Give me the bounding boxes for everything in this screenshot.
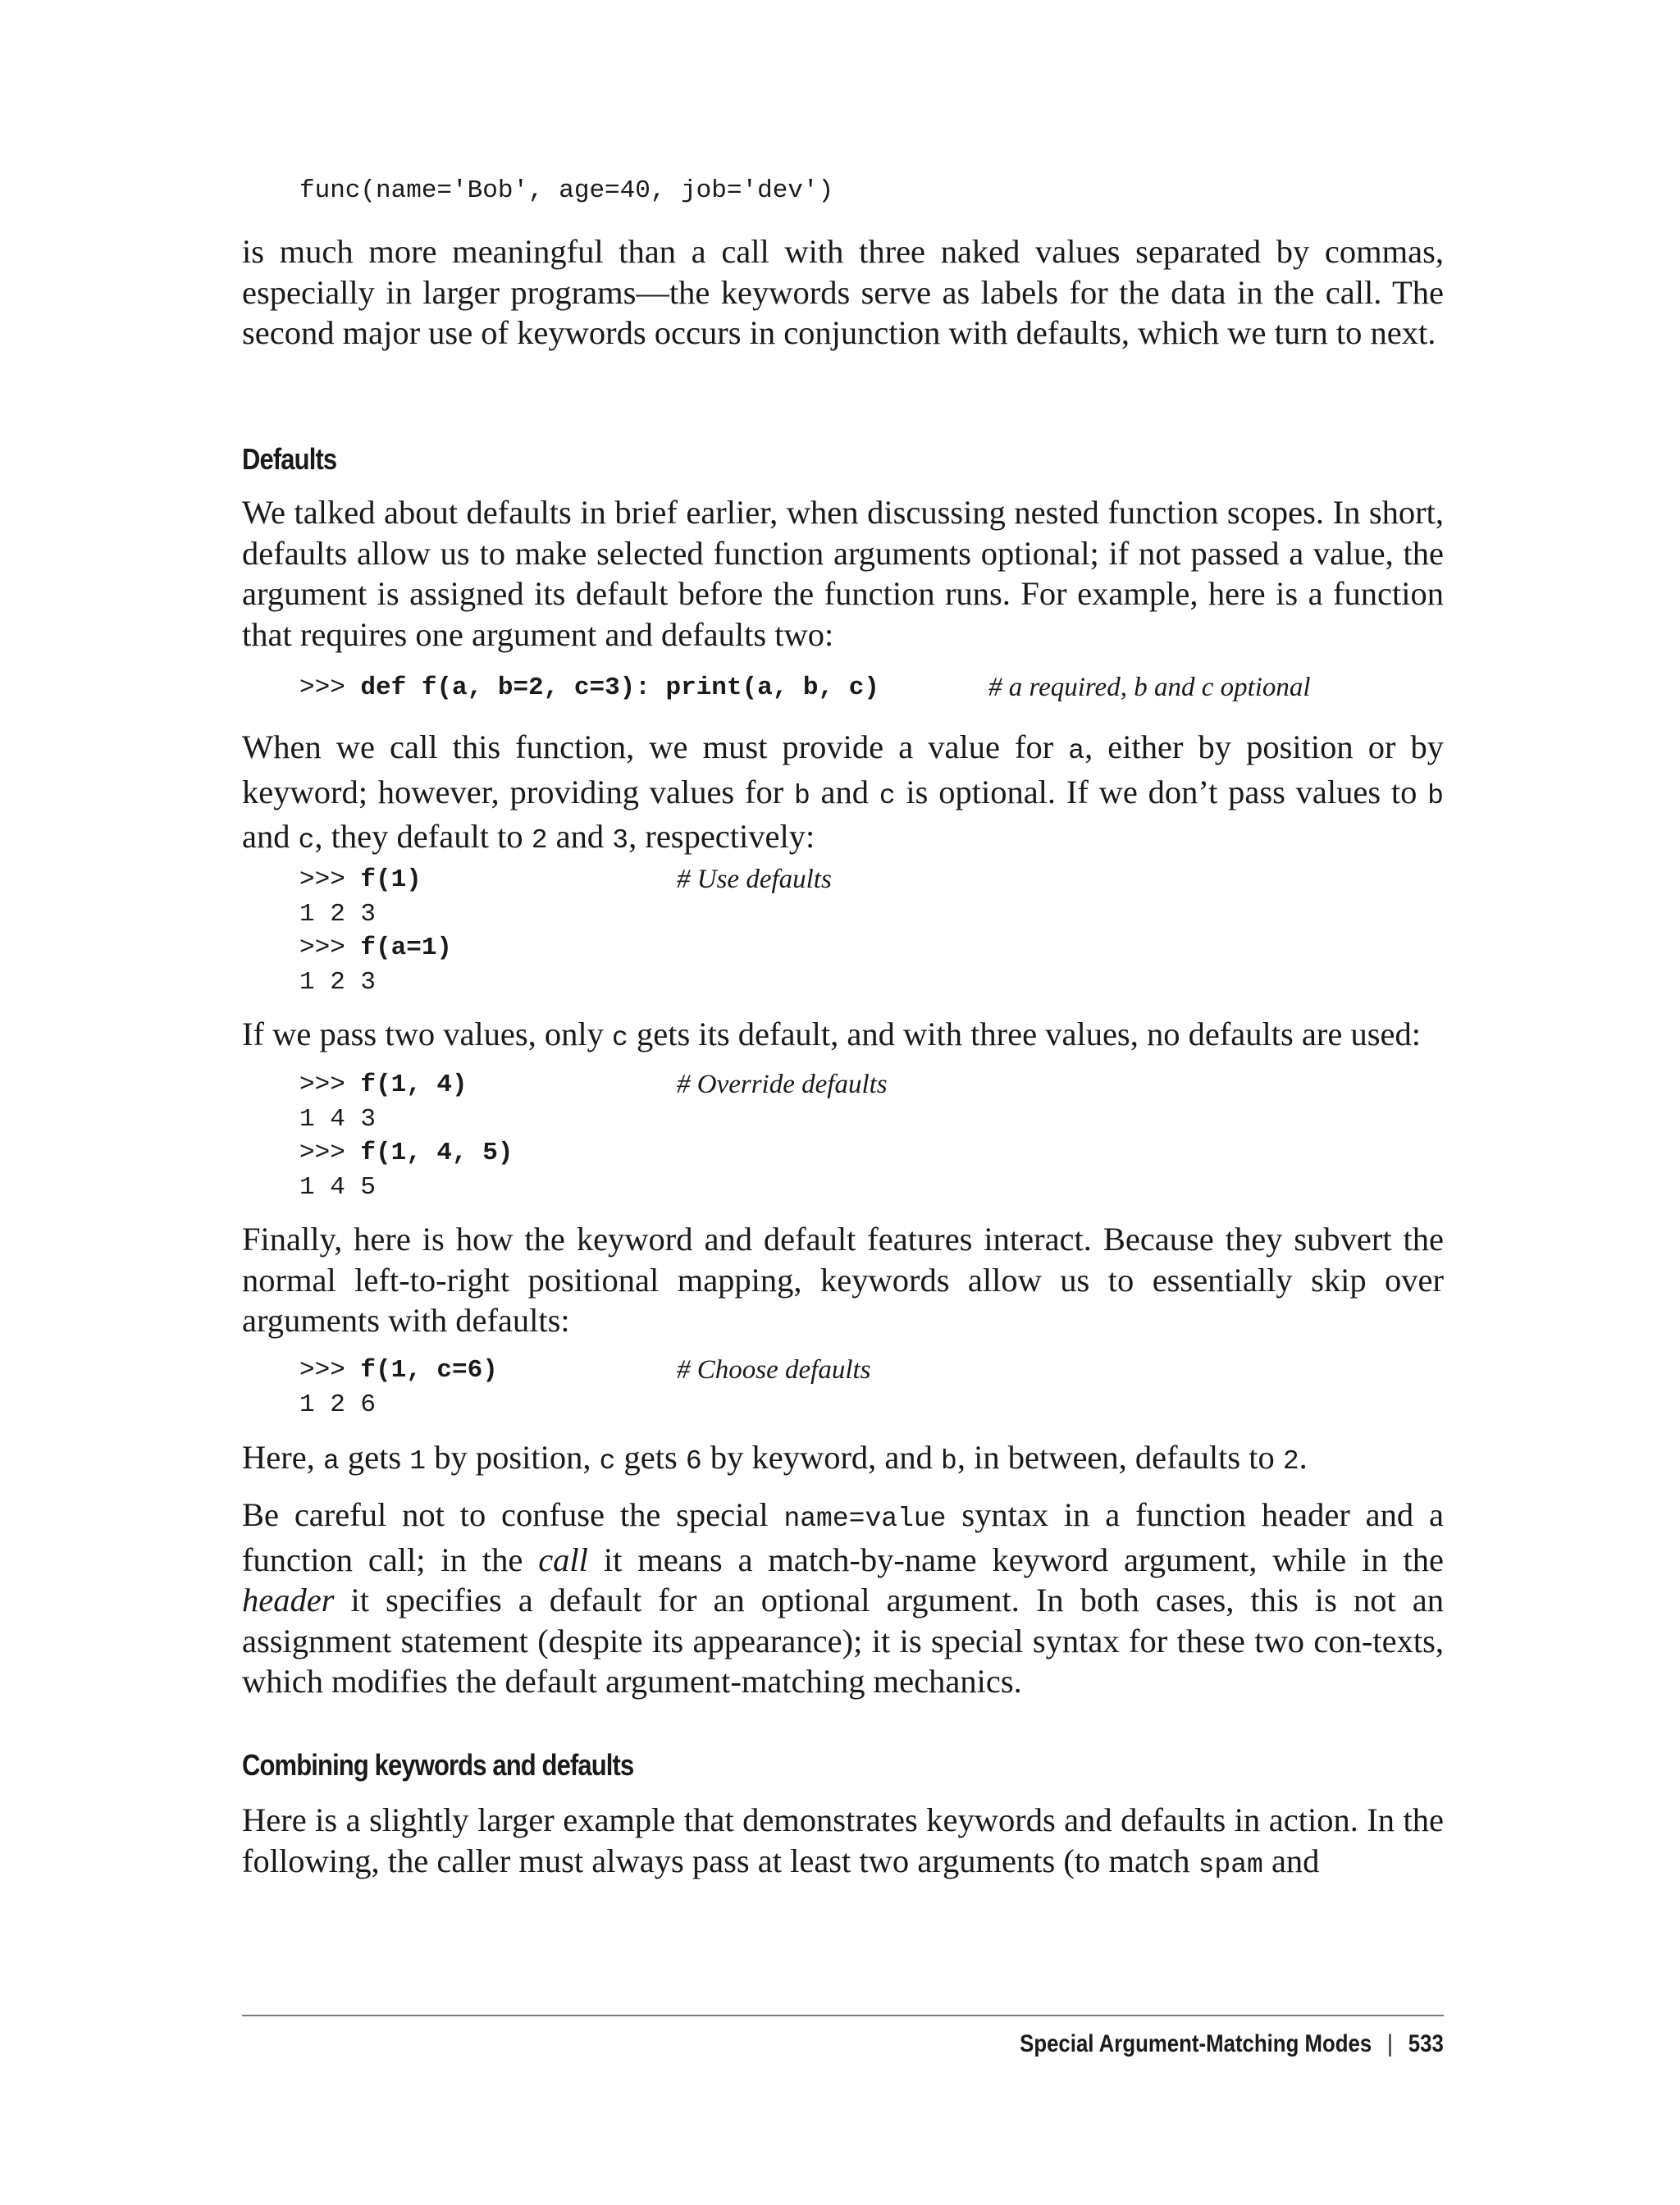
code-comment: # a required, b and c optional [988, 673, 1311, 702]
code-output: 1 4 3 [299, 1104, 377, 1134]
paragraph-call-function: When we call this function, we must provide a value for a, either by position or by keyword; however, providing values for b and c is optional. If we don’t pass values to b and c, they default to 2 and 3, respectively: [242, 728, 1444, 856]
paragraph-careful-name-value: Be careful not to confuse the special name=value syntax in a function header and a function call; in the call it means a match-by-name keyword argument, while in the header it specifies a default for an optional argument. In both cases, this is not an assignment statement (despite its appearance); it is special syntax for these two con-texts, which modifies the default argument-matching mechanics. [242, 1496, 1444, 1700]
code-comment: # Choose defaults [677, 1355, 871, 1385]
footer-separator: | [1387, 2030, 1394, 2057]
code-line [299, 671, 1440, 705]
paragraph-keywords-meaning: is much more meaningful than a call with three naked values separated by commas, especially in larger programs—the keywords serve as labels for the data in the call. The second major use of keywords occurs in conjunction with defaults, which we turn to next. [242, 233, 1444, 351]
code-comment: # Use defaults [677, 865, 832, 894]
section-heading-defaults: Defaults [242, 442, 337, 476]
code-block-def-f [299, 671, 1440, 705]
code-line: func(name='Bob', age=40, job='dev') [299, 176, 834, 205]
code-prompt: >>> [299, 673, 361, 702]
page-footer [1020, 2028, 1444, 2061]
code-line: >>> f(1, 4) # Override defaults [299, 1068, 1440, 1102]
code-block-use-defaults [299, 863, 1440, 999]
code-comment: # Override defaults [677, 1070, 888, 1099]
section-heading-combining: Combining keywords and defaults [242, 1748, 634, 1782]
code-output: 1 2 3 [299, 967, 377, 997]
paragraph-two-values: If we pass two values, only c gets its default, and with three values, no defaults are used: [242, 1016, 1421, 1053]
paragraph-larger-example: Here is a slightly larger example that demonstrates keywords and defaults in action. In the following, the caller must always pass at least two arguments (to match spam and [242, 1801, 1444, 1880]
running-footer-title: Special Argument-Matching Modes [1020, 2030, 1372, 2057]
paragraph-here-a-gets: Here, a gets 1 by position, c gets 6 by keyword, and b, in between, defaults to 2. [242, 1439, 1308, 1477]
code-block-func-call [299, 174, 1440, 208]
code-block-override-defaults [299, 1068, 1440, 1204]
code-block-choose-defaults [299, 1354, 1440, 1422]
footer-rule [242, 2015, 1444, 2016]
code-line: >>> f(1, 4, 5) [299, 1139, 514, 1167]
code-line: >>> f(1, c=6) # Choose defaults [299, 1354, 1440, 1388]
page-number: 533 [1408, 2030, 1444, 2057]
paragraph-keyword-default-interact: Finally, here is how the keyword and default features interact. Because they subvert the normal left-to-right positional mapping, keywords allow us to essentially skip over arguments with defaults: [242, 1221, 1444, 1339]
code-line: >>> f(a=1) [299, 934, 453, 962]
code-command: def f(a, b=2, c=3): print(a, b, c) [360, 673, 879, 702]
code-output: 1 2 6 [299, 1390, 377, 1419]
code-output: 1 4 5 [299, 1172, 377, 1202]
paragraph-defaults-intro: We talked about defaults in brief earlier, when discussing nested function scopes. In short, defaults allow us to make selected function arguments optional; if not passed a value, the argument is assigned its default before the function runs. For example, here is a function that requires one argument and defaults two: [242, 494, 1444, 653]
code-line: >>> f(1) # Use defaults [299, 863, 1440, 897]
code-output: 1 2 3 [299, 899, 377, 929]
